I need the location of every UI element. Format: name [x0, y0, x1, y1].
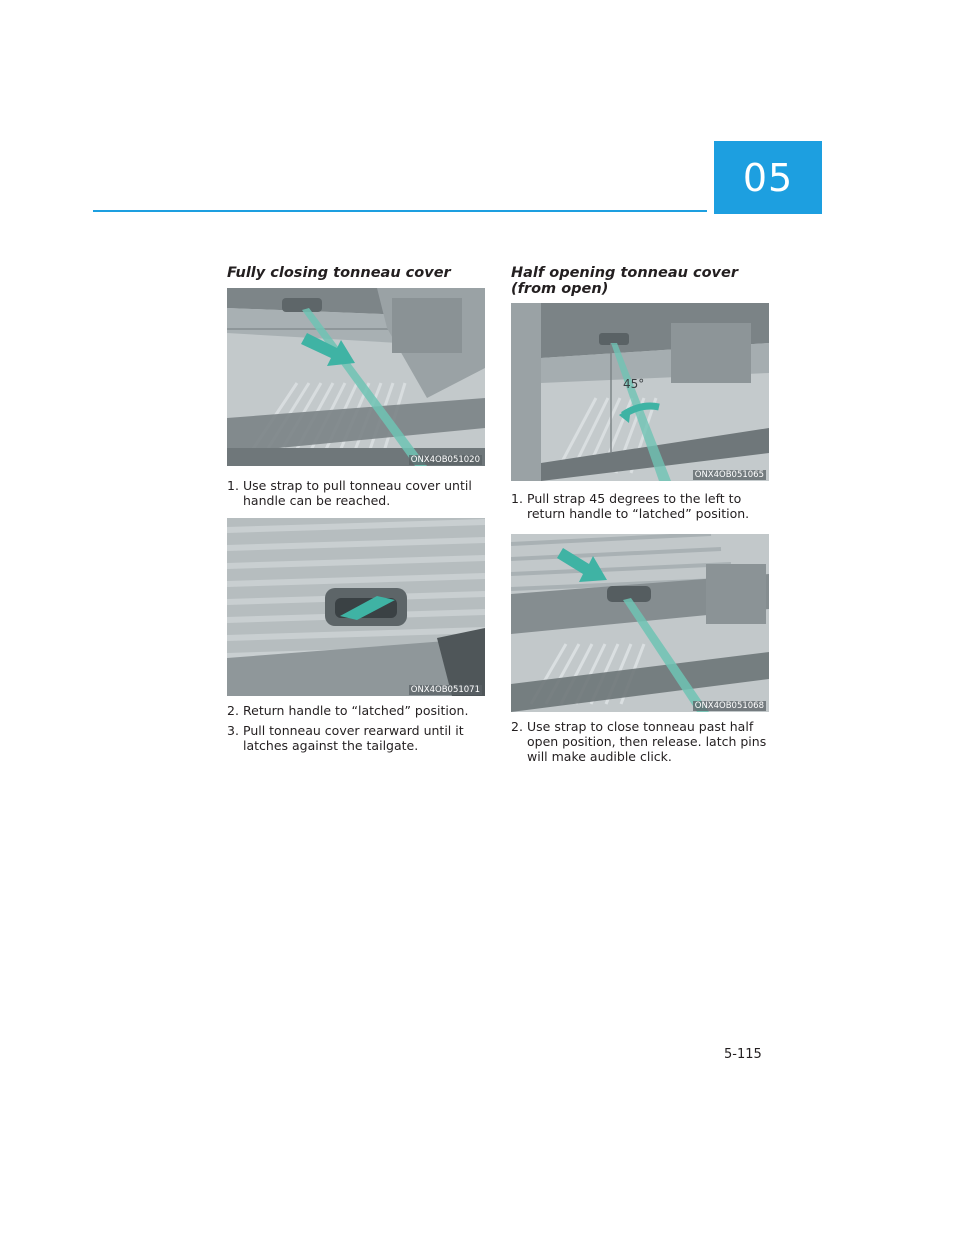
step-number: 2. [227, 703, 239, 718]
list-item [227, 723, 489, 753]
steps-list [511, 491, 773, 526]
step-text: Return handle to “latched” position. [243, 703, 469, 718]
truck-bed-illustration [511, 534, 769, 712]
page-number: 5-115 [724, 1047, 762, 1062]
list-item [227, 703, 489, 718]
list-item [227, 478, 489, 508]
figure-return-handle [227, 518, 485, 696]
steps-list [227, 703, 489, 758]
step-text: Pull strap 45 degrees to the left to return handle to “latched” position. [527, 491, 750, 521]
step-text: Use strap to pull tonneau cover until handle can be reached. [243, 478, 472, 508]
steps-list [227, 478, 489, 513]
figure-code: ONX4OB051065 [694, 470, 764, 480]
step-text: Pull tonneau cover rearward until it latches against the tailgate. [243, 723, 464, 753]
truck-bed-illustration [511, 303, 769, 481]
step-number: 1. [511, 491, 523, 506]
section-heading-fully-closing: Fully closing tonneau cover [227, 265, 451, 281]
tonneau-cover-illustration [227, 518, 485, 696]
step-number: 1. [227, 478, 239, 493]
list-item [511, 491, 773, 521]
header-rule [93, 210, 707, 212]
steps-list [511, 719, 773, 769]
list-item [511, 719, 773, 764]
truck-bed-illustration [227, 288, 485, 466]
step-number: 2. [511, 719, 523, 734]
figure-pull-strap-45 [511, 303, 769, 481]
figure-code: ONX4OB051020 [410, 455, 480, 465]
figure-pull-strap [227, 288, 485, 466]
figure-close-past-half [511, 534, 769, 712]
figure-code: ONX4OB051068 [694, 701, 764, 711]
section-heading-half-opening: Half opening tonneau cover (from open) [511, 265, 738, 297]
figure-code: ONX4OB051071 [410, 685, 480, 695]
step-number: 3. [227, 723, 239, 738]
chapter-tab: 05 [714, 141, 822, 214]
angle-label: 45° [623, 377, 645, 391]
step-text: Use strap to close tonneau past half open position, then release. latch pins will make audible click. [527, 719, 767, 764]
